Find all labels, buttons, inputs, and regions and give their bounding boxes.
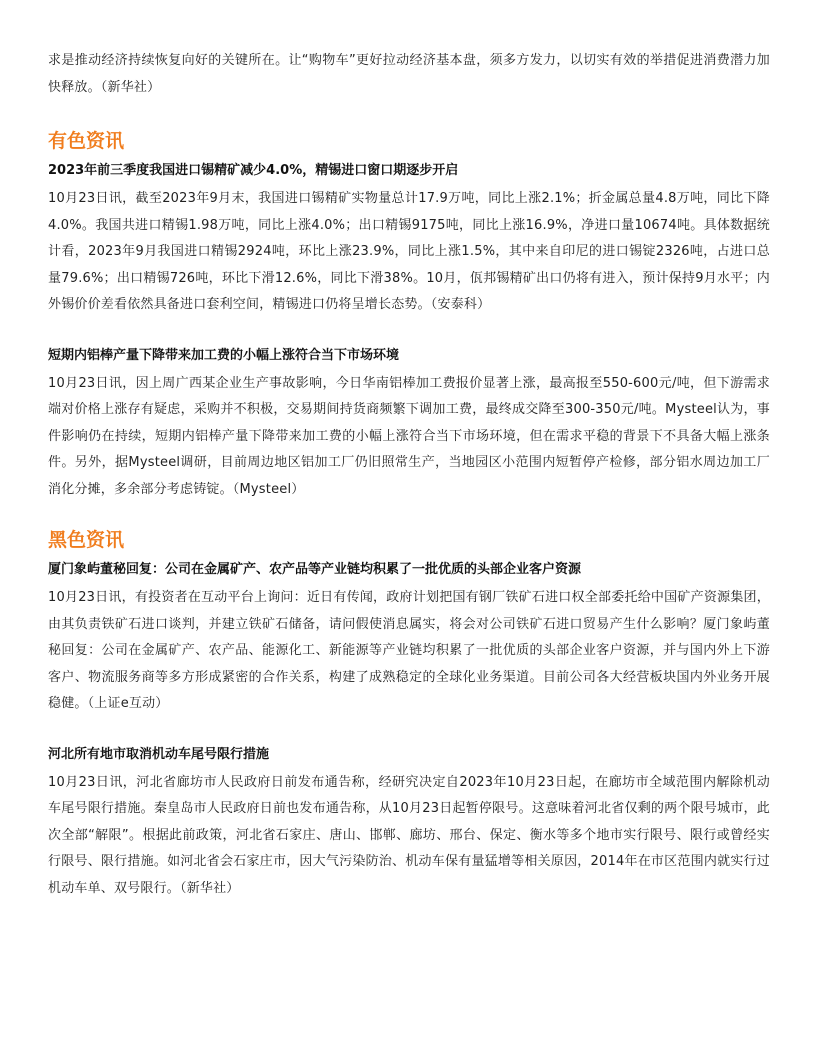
article-title-xiangyu: 厦门象屿董秘回复：公司在金属矿产、农产品等产业链均积累了一批优质的头部企业客户资源 [48,562,582,577]
article-body-xiangyu: 10月23日讯，有投资者在互动平台上询问：近日有传闻，政府计划把国有钢厂铁矿石进口权全部委托给中国矿产资源集团，由其负责铁矿石进口谈判，并建立铁矿石储备，请问假使消息属实，将会对公司铁矿石进口贸易产生什么影响？厦门象屿董秘回复：公司在金属矿产、农产品、能源化工、新能源等产业链均积累了一批优质的头部企业客户资源，并与国内外上下游客户、物流服务商等多方形成紧密的合作关系，构建了成熟稳定的全球化业务渠道。目前公司各大经营板块国内外业务开展稳健。（上证e互动） [48,590,770,711]
section-title-nonferrous: 有色资讯 [48,130,125,152]
article-body-tin-imports: 10月23日讯，截至2023年9月末，我国进口锡精矿实物量总计17.9万吨，同比上涨2.1%；折金属总量4.8万吨，同比下降4.0%。我国共进口精锡1.98万吨，同比上涨4.0%；出口精锡9175吨，同比上涨16.9%，净进口量10674吨。具体数据统计看，2023年9月我国进口精锡2924吨，环比上涨23.9%，同比上涨1.5%，其中来自印尼的进口锡锭2326吨，占进口总量79.6%；出口精锡726吨，环比下滑12.6%，同比下滑38%。10月，佤邦锡精矿出口仍将有进入，预计保持9月水平；内外锡价价差看依然具备进口套利空间，精锡进口仍将呈增长态势。（安泰科） [48,191,770,312]
article-body-hebei-traffic: 10月23日讯，河北省廊坊市人民政府日前发布通告称，经研究决定自2023年10月23日起，在廊坊市全域范围内解除机动车尾号限行措施。秦皇岛市人民政府日前也发布通告称，从10月23日起暂停限号。这意味着河北省仅剩的两个限号城市，此次全部“解限”。根据此前政策，河北省石家庄、唐山、邯郸、廊坊、邢台、保定、衡水等多个地市实行限号、限行或曾经实行限号、限行措施。如河北省会石家庄市，因大气污染防治、机动车保有量猛增等相关原因，2014年在市区范围内就实行过机动车单、双号限行。（新华社） [48,774,770,896]
article-title-tin-imports: 2023年前三季度我国进口锡精矿减少4.0%，精锡进口窗口期逐步开启 [48,163,459,178]
article-title-hebei-traffic: 河北所有地市取消机动车尾号限行措施 [48,746,270,762]
document-page [48,48,770,902]
article-body-aluminum-rod: 10月23日讯，因上周广西某企业生产事故影响，今日华南铝棒加工费报价显著上涨，最高报至550-600元/吨，但下游需求端对价格上涨存有疑虑，采购并不积极，交易期间持货商频繁下调加工费，最终成交降至300-350元/吨。Mysteel认为，事件影响仍在持续，短期内铝棒产量下降带来加工费的小幅上涨符合当下市场环境，但在需求平稳的背景下不具备大幅上涨条件。另外，据Mysteel调研，目前周边地区铝加工厂仍旧照常生产，当地园区小范围内短暂停产检修，部分铝水周边加工厂消化分摊，多余部分考虑铸锭。（Mysteel） [48,375,770,497]
article-title-aluminum-rod: 短期内铝棒产量下降带来加工费的小幅上涨符合当下市场环境 [48,347,400,363]
section-title-ferrous: 黑色资讯 [48,529,125,551]
intro-paragraph: 求是推动经济持续恢复向好的关键所在。让“购物车”更好拉动经济基本盘，须多方发力，以切实有效的举措促进消费潜力加快释放。（新华社） [48,53,770,95]
